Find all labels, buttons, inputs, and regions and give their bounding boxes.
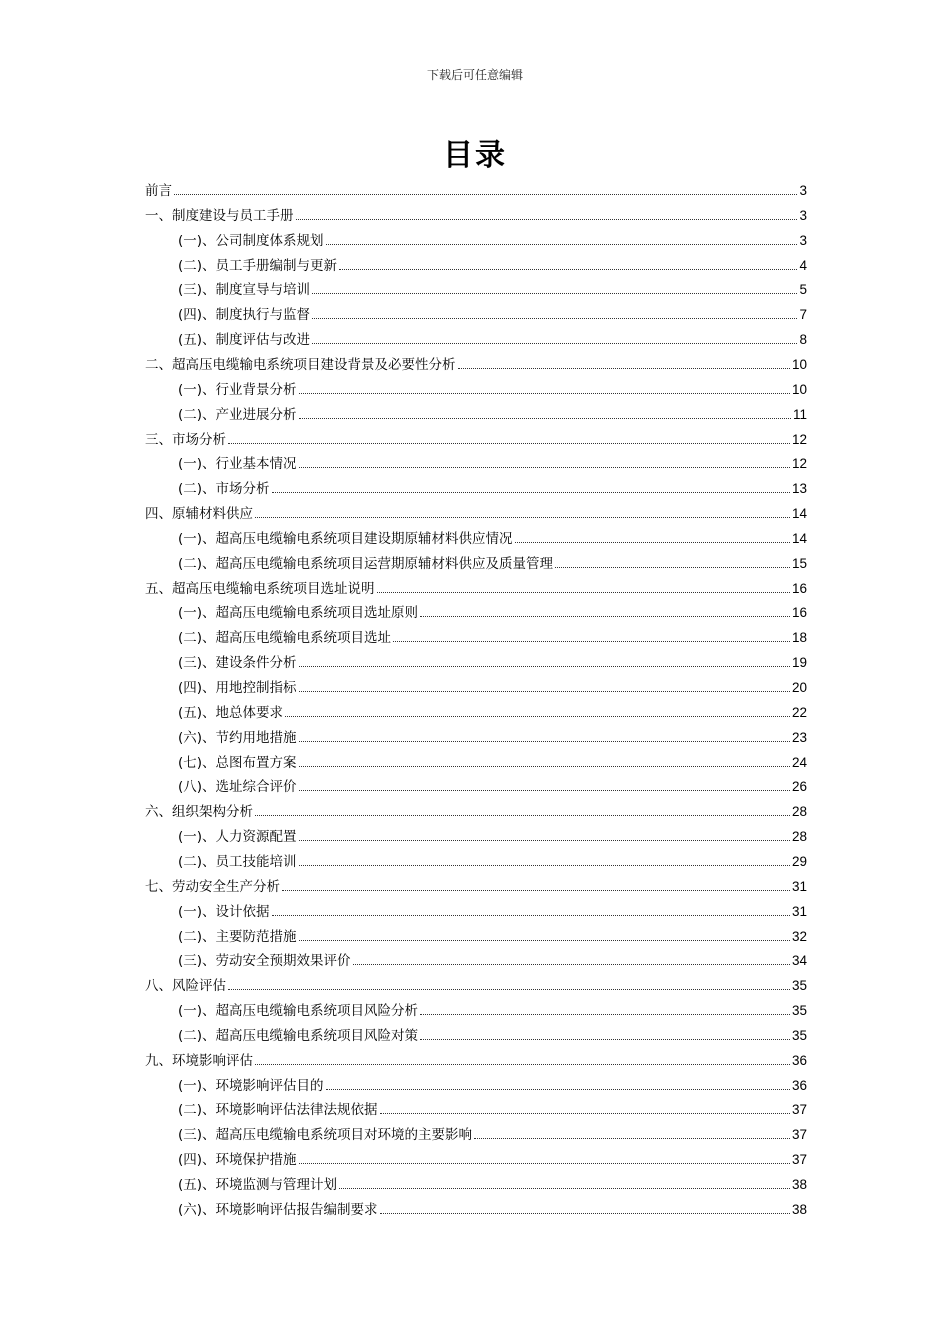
toc-entry[interactable] bbox=[178, 721, 807, 746]
toc-entry[interactable] bbox=[178, 522, 807, 547]
toc-entry-title: 九、环境影响评估 bbox=[145, 1052, 253, 1069]
toc-entry[interactable] bbox=[178, 671, 807, 696]
toc-page-number: 8 bbox=[799, 332, 807, 348]
toc-dot-leader bbox=[285, 716, 790, 717]
toc-dot-leader bbox=[299, 418, 791, 419]
toc-entry[interactable] bbox=[178, 323, 807, 348]
toc-entry-title: (一)、设计依据 bbox=[178, 903, 270, 920]
toc-entry[interactable] bbox=[178, 273, 807, 298]
toc-page-number: 28 bbox=[791, 829, 807, 845]
toc-page-number: 20 bbox=[791, 680, 807, 695]
toc-entry-title: (七)、总图布置方案 bbox=[178, 754, 297, 771]
toc-entry-title: (一)、人力资源配置 bbox=[178, 829, 297, 846]
toc-dot-leader bbox=[312, 293, 797, 294]
toc-entry[interactable] bbox=[145, 572, 807, 597]
toc-page-number: 37 bbox=[791, 1127, 807, 1143]
toc-entry[interactable] bbox=[178, 944, 807, 969]
toc-entry-title: 前言 bbox=[145, 183, 172, 199]
toc-entry-title: (二)、员工手册编制与更新 bbox=[178, 257, 338, 274]
toc-page-number: 31 bbox=[791, 878, 807, 894]
toc-entry-title: (四)、环境保护措施 bbox=[178, 1152, 297, 1169]
page-header: 下载后可任意编辑 bbox=[426, 68, 523, 82]
toc-entry[interactable] bbox=[178, 746, 807, 771]
toc-dot-leader bbox=[299, 790, 790, 791]
toc-entry-title: (八)、选址综合评价 bbox=[178, 779, 297, 796]
toc-dot-leader bbox=[174, 194, 797, 195]
toc-entry[interactable] bbox=[178, 920, 807, 945]
toc-dot-leader bbox=[282, 890, 790, 891]
toc-entry[interactable] bbox=[178, 621, 807, 646]
toc-dot-leader bbox=[299, 865, 790, 866]
toc-page-number: 36 bbox=[791, 1052, 807, 1068]
toc-entry[interactable] bbox=[145, 870, 807, 895]
toc-dot-leader bbox=[255, 815, 790, 816]
toc-entry-title: (一)、公司制度体系规划 bbox=[178, 232, 324, 249]
toc-entry-title: (二)、超高压电缆输电系统项目运营期原辅材料供应及质量管理 bbox=[178, 555, 554, 572]
toc-entry[interactable] bbox=[178, 373, 807, 398]
toc-dot-leader bbox=[299, 840, 790, 841]
toc-entry[interactable] bbox=[178, 249, 807, 274]
toc-page-number: 35 bbox=[791, 1003, 807, 1019]
toc-entry-title: 八、风险评估 bbox=[145, 978, 226, 995]
toc-dot-leader bbox=[339, 1188, 790, 1189]
toc-page-number: 38 bbox=[791, 1201, 807, 1217]
toc-entry[interactable] bbox=[178, 596, 807, 621]
toc-entry[interactable] bbox=[178, 398, 807, 423]
toc-dot-leader bbox=[458, 368, 790, 369]
toc-page-number: 34 bbox=[791, 953, 807, 969]
toc-dot-leader bbox=[299, 940, 790, 941]
toc-entry-title: 五、超高压电缆输电系统项目选址说明 bbox=[145, 580, 375, 597]
toc-dot-leader bbox=[272, 492, 790, 493]
toc-entry-title: (二)、主要防范措施 bbox=[178, 928, 297, 945]
toc-page-number: 31 bbox=[791, 903, 807, 919]
toc-entry-title: (六)、节约用地措施 bbox=[178, 729, 297, 746]
toc-entry[interactable] bbox=[178, 696, 807, 721]
toc-dot-leader bbox=[393, 641, 790, 642]
toc-entry-title: (二)、市场分析 bbox=[178, 481, 270, 498]
toc-entry-title: (三)、超高压电缆输电系统项目对环境的主要影响 bbox=[178, 1127, 473, 1144]
toc-entry[interactable] bbox=[178, 1193, 807, 1218]
toc-page-number: 5 bbox=[799, 282, 807, 298]
toc-entry[interactable] bbox=[145, 348, 807, 373]
toc-entry-title: 一、制度建设与员工手册 bbox=[145, 207, 294, 224]
toc-page-number: 24 bbox=[791, 754, 807, 770]
toc-entry-title: (一)、超高压电缆输电系统项目选址原则 bbox=[178, 605, 419, 622]
toc-entry-title: 六、组织架构分析 bbox=[145, 804, 253, 821]
toc-dot-leader bbox=[299, 666, 790, 667]
toc-entry[interactable] bbox=[178, 646, 807, 671]
toc-entry[interactable] bbox=[145, 1044, 807, 1069]
toc-page-number: 13 bbox=[791, 481, 807, 497]
toc-dot-leader bbox=[228, 443, 790, 444]
toc-page-number: 37 bbox=[791, 1102, 807, 1118]
toc-dot-leader bbox=[339, 269, 797, 270]
toc-dot-leader bbox=[312, 318, 797, 319]
toc-entry[interactable] bbox=[178, 298, 807, 323]
toc-entry[interactable] bbox=[145, 969, 807, 994]
toc-dot-leader bbox=[377, 592, 790, 593]
toc-entry[interactable] bbox=[145, 174, 807, 199]
toc-entry[interactable] bbox=[178, 447, 807, 472]
toc-entry-title: (三)、建设条件分析 bbox=[178, 655, 297, 672]
toc-page-number: 36 bbox=[791, 1077, 807, 1093]
toc-entry[interactable] bbox=[145, 497, 807, 522]
toc-page-number: 10 bbox=[791, 356, 807, 372]
toc-dot-leader bbox=[299, 393, 790, 394]
toc-entry[interactable] bbox=[178, 224, 807, 249]
toc-page-number: 28 bbox=[791, 804, 807, 820]
toc-entry-title: (五)、制度评估与改进 bbox=[178, 332, 311, 349]
toc-entry[interactable] bbox=[178, 1069, 807, 1094]
toc-dot-leader bbox=[299, 1163, 790, 1164]
toc-page-number: 23 bbox=[791, 729, 807, 745]
toc-dot-leader bbox=[312, 343, 797, 344]
toc-dot-leader bbox=[326, 244, 798, 245]
toc-page-number: 4 bbox=[799, 257, 807, 273]
toc-page-number: 3 bbox=[799, 207, 807, 223]
toc-page-number: 14 bbox=[791, 506, 807, 522]
toc-page-number: 37 bbox=[791, 1152, 807, 1168]
toc-entry-title: (五)、环境监测与管理计划 bbox=[178, 1177, 338, 1193]
toc-dot-leader bbox=[555, 567, 790, 568]
toc-dot-leader bbox=[420, 616, 790, 617]
toc-entry-title: (二)、超高压电缆输电系统项目选址 bbox=[178, 630, 392, 647]
toc-entry[interactable] bbox=[178, 1093, 807, 1118]
toc-page-number: 35 bbox=[791, 1027, 807, 1043]
toc-entry[interactable] bbox=[145, 199, 807, 224]
toc-dot-leader bbox=[228, 989, 790, 990]
toc-page-number: 7 bbox=[799, 307, 807, 323]
toc-dot-leader bbox=[515, 542, 790, 543]
toc-entry[interactable] bbox=[145, 795, 807, 820]
toc-page-number: 12 bbox=[791, 431, 807, 447]
toc-page-number: 22 bbox=[791, 704, 807, 720]
toc-entry-title: (三)、制度宣导与培训 bbox=[178, 282, 311, 299]
toc-dot-leader bbox=[326, 1089, 790, 1090]
toc-dot-leader bbox=[272, 915, 790, 916]
toc-entry-title: 二、超高压电缆输电系统项目建设背景及必要性分析 bbox=[145, 356, 456, 373]
toc-page-number: 29 bbox=[791, 853, 807, 869]
toc-dot-leader bbox=[353, 964, 790, 965]
toc-page-number: 19 bbox=[791, 655, 807, 671]
toc-page-number: 16 bbox=[791, 580, 807, 596]
toc-entry-title: (二)、产业进展分析 bbox=[178, 406, 297, 423]
toc-entry[interactable] bbox=[178, 547, 807, 572]
toc-page-number: 3 bbox=[799, 232, 807, 248]
toc-dot-leader bbox=[474, 1138, 790, 1139]
toc-entry[interactable] bbox=[178, 1143, 807, 1168]
page-title: 目录 bbox=[443, 138, 507, 173]
toc-page-number: 10 bbox=[791, 381, 807, 397]
toc-entry-title: 四、原辅材料供应 bbox=[145, 506, 253, 523]
toc-entry[interactable] bbox=[178, 994, 807, 1019]
toc-entry[interactable] bbox=[178, 1019, 807, 1044]
toc-entry-title: (一)、行业基本情况 bbox=[178, 456, 297, 473]
toc-entry-title: (二)、环境影响评估法律法规依据 bbox=[178, 1102, 378, 1119]
toc-entry-title: (二)、超高压电缆输电系统项目风险对策 bbox=[178, 1027, 419, 1044]
toc-page-number: 16 bbox=[791, 605, 807, 621]
toc-page-number: 26 bbox=[791, 779, 807, 795]
toc-entry-title: (一)、超高压电缆输电系统项目风险分析 bbox=[178, 1003, 419, 1020]
toc-entry[interactable] bbox=[145, 423, 807, 448]
toc-entry-title: (六)、环境影响评估报告编制要求 bbox=[178, 1201, 378, 1218]
toc-entry[interactable] bbox=[178, 820, 807, 845]
toc-dot-leader bbox=[380, 1213, 790, 1214]
toc-entry-title: (四)、制度执行与监督 bbox=[178, 307, 311, 324]
toc-entry[interactable] bbox=[178, 895, 807, 920]
toc-entry-title: (二)、员工技能培训 bbox=[178, 853, 297, 870]
toc-entry[interactable] bbox=[178, 1168, 807, 1193]
toc-page-number: 32 bbox=[791, 928, 807, 944]
toc-entry-title: (五)、地总体要求 bbox=[178, 704, 284, 721]
toc-dot-leader bbox=[299, 467, 790, 468]
toc-page-number: 3 bbox=[799, 183, 807, 198]
toc-entry[interactable] bbox=[178, 845, 807, 870]
toc-entry[interactable] bbox=[178, 770, 807, 795]
toc-entry-title: (一)、行业背景分析 bbox=[178, 381, 297, 398]
toc-dot-leader bbox=[299, 766, 790, 767]
toc-entry-title: 七、劳动安全生产分析 bbox=[145, 878, 280, 895]
toc-entry-title: (一)、环境影响评估目的 bbox=[178, 1077, 324, 1094]
toc-entry[interactable] bbox=[178, 1118, 807, 1143]
toc-page-number: 15 bbox=[791, 555, 807, 571]
toc-page-number: 11 bbox=[792, 406, 807, 422]
toc-dot-leader bbox=[299, 691, 790, 692]
toc-page-number: 12 bbox=[791, 456, 807, 472]
toc-dot-leader bbox=[255, 517, 790, 518]
toc-dot-leader bbox=[420, 1014, 790, 1015]
toc-entry[interactable] bbox=[178, 472, 807, 497]
toc-entry-title: 三、市场分析 bbox=[145, 431, 226, 448]
toc-dot-leader bbox=[420, 1039, 790, 1040]
toc-page-number: 35 bbox=[791, 978, 807, 994]
toc-dot-leader bbox=[380, 1113, 790, 1114]
toc-entry-title: (三)、劳动安全预期效果评价 bbox=[178, 953, 351, 970]
toc-page-number: 14 bbox=[791, 530, 807, 546]
toc-entry-title: (一)、超高压电缆输电系统项目建设期原辅材料供应情况 bbox=[178, 530, 513, 547]
toc-entry-title: (四)、用地控制指标 bbox=[178, 680, 297, 696]
toc-dot-leader bbox=[296, 219, 798, 220]
toc-dot-leader bbox=[255, 1064, 790, 1065]
toc-page-number: 18 bbox=[791, 630, 807, 646]
toc-page-number: 38 bbox=[791, 1177, 807, 1192]
toc-dot-leader bbox=[299, 741, 790, 742]
